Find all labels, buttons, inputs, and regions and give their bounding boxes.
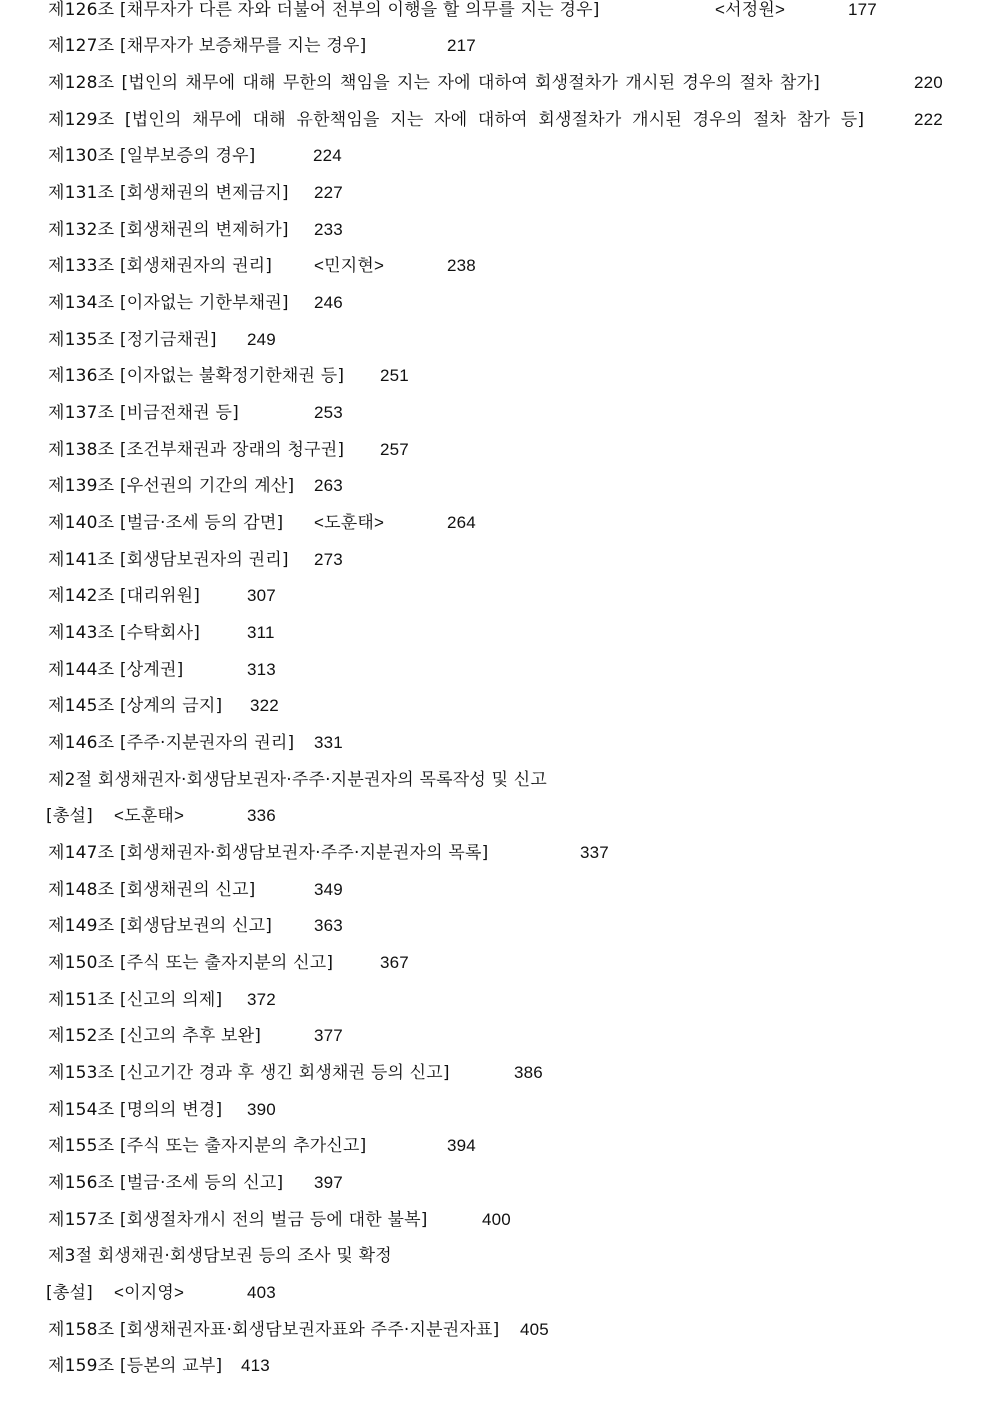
toc-row xyxy=(48,31,968,61)
toc-entry-page: 336 xyxy=(247,806,276,825)
toc-row xyxy=(48,1351,968,1381)
toc-entry-title: 제139조 [우선권의 기간의 계산] xyxy=(48,476,295,496)
toc-entry-title: [총설] xyxy=(46,806,93,826)
toc-entry-page: 413 xyxy=(241,1356,270,1375)
toc-entry-author: <도훈태> xyxy=(114,806,185,825)
toc-row xyxy=(48,985,968,1015)
toc-entry-title: 제137조 [비금전채권 등] xyxy=(48,403,239,423)
toc-entry-page: 249 xyxy=(247,330,276,349)
toc-entry-title: 제132조 [회생채권의 변제허가] xyxy=(48,220,289,240)
toc-entry-page: 251 xyxy=(380,366,409,385)
toc-row xyxy=(48,1131,968,1161)
toc-entry-title: 제135조 [정기금채권] xyxy=(48,330,217,350)
toc-entry-page: 220 xyxy=(914,73,943,92)
toc-row xyxy=(48,1168,968,1198)
toc-row xyxy=(46,801,966,831)
toc-row xyxy=(48,398,968,428)
toc-entry-page: 311 xyxy=(247,623,275,642)
toc-entry-author: <민지현> xyxy=(314,256,385,275)
toc-entry-page: 257 xyxy=(380,440,409,459)
toc-entry-title: 제158조 [회생채권자표·회생담보권자표와 주주·지분권자표] xyxy=(48,1320,500,1340)
toc-entry-title: 제147조 [회생채권자·회생담보권자·주주·지분권자의 목록] xyxy=(48,843,489,863)
toc-row xyxy=(48,1205,968,1235)
toc-row xyxy=(48,691,968,721)
toc-entry-title: 제150조 [주식 또는 출자지분의 신고] xyxy=(48,953,334,973)
toc-entry-title: 제145조 [상계의 금지] xyxy=(48,696,223,716)
toc-row xyxy=(48,105,968,135)
toc-entry-title: 제151조 [신고의 의제] xyxy=(48,990,223,1010)
toc-entry-page: 246 xyxy=(314,293,343,312)
toc-row xyxy=(48,471,968,501)
toc-entry-page: 217 xyxy=(447,36,476,55)
toc-entry-title: 제141조 [회생담보권자의 권리] xyxy=(48,550,289,570)
toc-row xyxy=(48,251,968,281)
toc-row xyxy=(48,838,968,868)
toc-entry-page: 386 xyxy=(514,1063,543,1082)
toc-entry-title: [총설] xyxy=(46,1283,93,1303)
toc-entry-title: 제157조 [회생절차개시 전의 벌금 등에 대한 불복] xyxy=(48,1210,428,1230)
toc-row xyxy=(48,1315,968,1345)
toc-entry-title: 제138조 [조건부채권과 장래의 청구권] xyxy=(48,440,345,460)
toc-entry-page: 400 xyxy=(482,1210,511,1229)
toc-entry-title: 제159조 [등본의 교부] xyxy=(48,1356,223,1376)
toc-entry-page: 367 xyxy=(380,953,409,972)
toc-row xyxy=(48,1095,968,1125)
toc-row xyxy=(48,215,968,245)
toc-row xyxy=(48,178,968,208)
toc-entry-title: 제134조 [이자없는 기한부채권] xyxy=(48,293,289,313)
section-heading-title: 제2절 회생채권자·회생담보권자·주주·지분권자의 목록작성 및 신고 xyxy=(48,770,548,790)
toc-entry-page: 264 xyxy=(447,513,476,532)
toc-entry-title: 제149조 [회생담보권의 신고] xyxy=(48,916,273,936)
toc-row xyxy=(48,361,968,391)
toc-entry-page: 307 xyxy=(247,586,276,605)
toc-entry-title: 제146조 [주주·지분권자의 권리] xyxy=(48,733,295,753)
toc-entry-title: 제128조 [법인의 채무에 대해 무한의 책임을 지는 자에 대하여 회생절차가 개시된 경우의 절차 참가] xyxy=(48,73,820,93)
toc-entry-author: <서정원> xyxy=(715,0,786,19)
toc-row xyxy=(48,581,968,611)
toc-entry-page: 331 xyxy=(314,733,343,752)
toc-entry-author: <이지영> xyxy=(114,1283,185,1302)
toc-row xyxy=(48,0,968,25)
toc-row xyxy=(48,875,968,905)
toc-entry-page: 363 xyxy=(314,916,343,935)
toc-entry-title: 제131조 [회생채권의 변제금지] xyxy=(48,183,289,203)
toc-entry-page: 263 xyxy=(314,476,343,495)
toc-entry-page: 177 xyxy=(848,0,877,19)
section-heading xyxy=(48,765,968,795)
toc-row xyxy=(48,545,968,575)
toc-entry-title: 제152조 [신고의 추후 보완] xyxy=(48,1026,262,1046)
toc-entry-title: 제144조 [상계권] xyxy=(48,660,184,680)
toc-row xyxy=(48,288,968,318)
toc-entry-page: 405 xyxy=(520,1320,549,1339)
section-heading xyxy=(48,1241,968,1271)
toc-entry-title: 제133조 [회생채권자의 권리] xyxy=(48,256,273,276)
toc-entry-author: <도훈태> xyxy=(314,513,385,532)
toc-entry-title: 제155조 [주식 또는 출자지분의 추가신고] xyxy=(48,1136,367,1156)
toc-row xyxy=(48,141,968,171)
toc-entry-page: 397 xyxy=(314,1173,343,1192)
toc-entry-title: 제142조 [대리위원] xyxy=(48,586,201,606)
toc-entry-title: 제127조 [채무자가 보증채무를 지는 경우] xyxy=(48,36,367,56)
toc-entry-title: 제136조 [이자없는 불확정기한채권 등] xyxy=(48,366,345,386)
toc-entry-page: 403 xyxy=(247,1283,276,1302)
toc-row xyxy=(48,68,968,98)
toc-row xyxy=(48,508,968,538)
toc-entry-page: 349 xyxy=(314,880,343,899)
toc-row xyxy=(48,435,968,465)
toc-entry-title: 제130조 [일부보증의 경우] xyxy=(48,146,256,166)
toc-entry-page: 222 xyxy=(914,110,943,129)
toc-entry-page: 322 xyxy=(250,696,279,715)
toc-row xyxy=(48,1021,968,1051)
toc-entry-page: 337 xyxy=(580,843,609,862)
toc-entry-page: 313 xyxy=(247,660,276,679)
toc-entry-page: 394 xyxy=(447,1136,476,1155)
toc-entry-title: 제129조 [법인의 채무에 대해 유한책임을 지는 자에 대하여 회생절차가 개시된 경우의 절차 참가 등] xyxy=(48,110,865,130)
toc-entry-page: 377 xyxy=(314,1026,343,1045)
toc-row xyxy=(46,1278,966,1308)
toc-entry-title: 제140조 [벌금·조세 등의 감면] xyxy=(48,513,284,533)
toc-row xyxy=(48,1058,968,1088)
toc-entry-page: 253 xyxy=(314,403,343,422)
toc-entry-title: 제143조 [수탁회사] xyxy=(48,623,201,643)
toc-entry-title: 제148조 [회생채권의 신고] xyxy=(48,880,256,900)
toc-entry-title: 제153조 [신고기간 경과 후 생긴 회생채권 등의 신고] xyxy=(48,1063,450,1083)
toc-entry-title: 제156조 [벌금·조세 등의 신고] xyxy=(48,1173,284,1193)
toc-entry-page: 233 xyxy=(314,220,343,239)
toc-row xyxy=(48,655,968,685)
toc-entry-page: 227 xyxy=(314,183,343,202)
toc-entry-page: 372 xyxy=(247,990,276,1009)
toc-entry-page: 238 xyxy=(447,256,476,275)
toc-entry-title: 제126조 [채무자가 다른 자와 더불어 전부의 이행을 할 의무를 지는 경우] xyxy=(48,0,600,20)
toc-entry-page: 224 xyxy=(313,146,342,165)
toc-row xyxy=(48,911,968,941)
toc-row xyxy=(48,325,968,355)
toc-entry-page: 390 xyxy=(247,1100,276,1119)
section-heading-title: 제3절 회생채권·회생담보권 등의 조사 및 확정 xyxy=(48,1246,392,1266)
toc-row xyxy=(48,728,968,758)
toc-row xyxy=(48,948,968,978)
toc-entry-title: 제154조 [명의의 변경] xyxy=(48,1100,223,1120)
toc-entry-page: 273 xyxy=(314,550,343,569)
toc-row xyxy=(48,618,968,648)
